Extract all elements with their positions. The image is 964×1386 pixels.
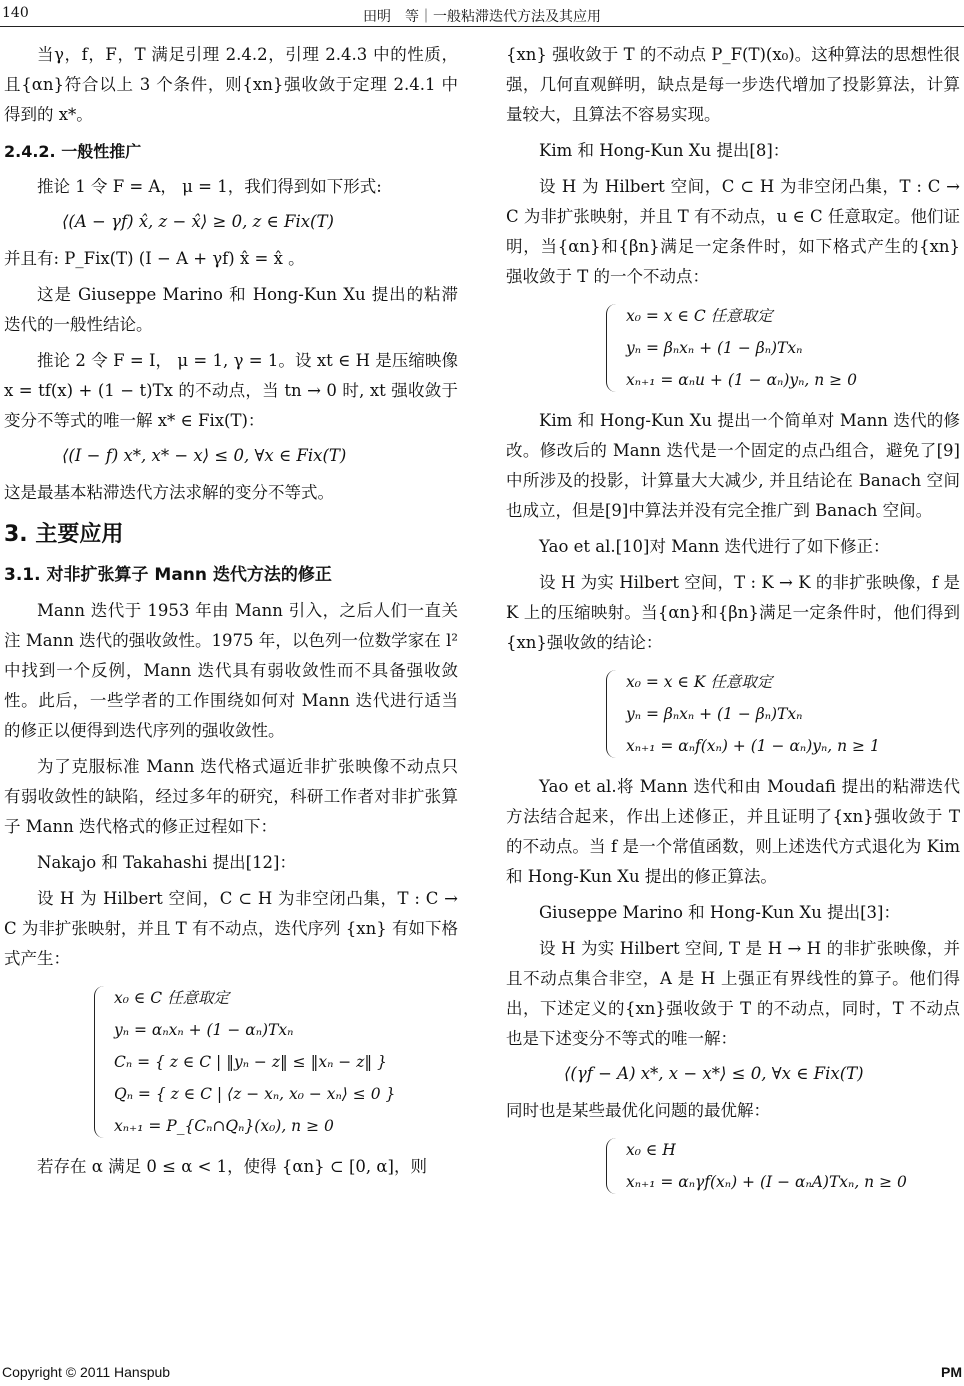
- paragraph-alpha-condition: 若存在 α 满足 0 ≤ α < 1，使得 {αn} ⊂ [0, α]，则: [37, 1157, 427, 1176]
- paragraph-marino-conclusion: 这是 Giuseppe Marino 和 Hong-Kun Xu 提出的粘滞迭代的一般性结论。: [4, 285, 458, 334]
- equation-system-kim: [602, 300, 960, 396]
- paragraph-kim-definition: 设 H 为 Hilbert 空间，C ⊂ H 为非空闭凸集，T : C → C 为非扩张映射，并且 T 有不动点，u ∈ C 任意取定。他们证明，当{αn}和{βn}满足一定条件时，如下格式产生的{xn}强收敛于 T 的一个不动点：: [506, 177, 960, 286]
- running-title: 田明 等｜一般粘滞迭代方法及其应用: [363, 9, 601, 25]
- paragraph-kim-modification: Kim 和 Hong-Kun Xu 提出一个简单对 Mann 迭代的修改。修改后的 Mann 迭代是一个固定的点凸组合，避免了[9]中所涉及的投影，计算量大大减少, 并且结论在 Banach 空间也成立，但是[9]中算法并没有完全推广到 Banach 空间。: [506, 411, 960, 520]
- page-footer: [0, 1364, 964, 1384]
- paragraph-marino-definition: 设 H 为实 Hilbert 空间, T 是 H → H 的非扩张映像，并且不动点集合非空，A 是 H 上强正有界线性的算子。他们得出，下述定义的{xn}强收敛于 T 的不动点，同时，T 不动点也是下述变分不等式的唯一解：: [506, 939, 960, 1048]
- equation-variational-inequality: ⟨(γf − A) x*, x − x*⟩ ≤ 0, ∀x ∈ Fix(T): [564, 1064, 864, 1083]
- system-row: Qₙ = { z ∈ C | ⟨z − xₙ, x₀ − xₙ⟩ ≤ 0 }: [114, 1085, 396, 1103]
- paragraph-basic-inequality: 这是最基本粘滞迭代方法求解的变分不等式。: [4, 483, 334, 502]
- subsection-heading-2-4-2: 2.4.2. 一般性推广: [4, 142, 142, 161]
- system-row: Cₙ = { z ∈ C | ‖yₙ − z‖ ≤ ‖xₙ − z‖ }: [114, 1053, 387, 1071]
- left-brace: [606, 670, 617, 758]
- paragraph-yao-definition: 设 H 为实 Hilbert 空间，T : K → K 的非扩张映像，f 是 K 上的压缩映射。当{αn}和{βn}满足一定条件时，他们得到{xn}强收敛的结论：: [506, 573, 960, 652]
- paragraph-optimization: 同时也是某些最优化问题的最优解：: [506, 1101, 770, 1120]
- system-row: x₀ ∈ H: [626, 1141, 676, 1159]
- paragraph-yao-result: Yao et al.将 Mann 迭代和由 Moudafi 提出的粘滞迭代方法结合起来，作出上述修正，并且证明了{xn}强收敛于 T 的不动点。当 f 是一个常值函数，则上述迭代方式退化为 Kim 和 Hong-Kun Xu 提出的修正算法。: [506, 777, 960, 886]
- subsection-heading-3-1: 3.1. 对非扩张算子 Mann 迭代方法的修正: [4, 565, 332, 585]
- paragraph-nakajo-definition: 设 H 为 Hilbert 空间，C ⊂ H 为非空闭凸集，T : C → C 为非扩张映射，并且 T 有不动点，迭代序列 {xn} 有如下格式产生：: [4, 889, 458, 968]
- system-row: xₙ₊₁ = P_{Cₙ∩Qₙ}(x₀), n ≥ 0: [114, 1117, 334, 1135]
- paragraph-theorem-conclusion: 当γ，f，F，T 满足引理 2.4.2，引理 2.4.3 中的性质，且{αn}符合以上 3 个条件，则{xn}强收敛于定理 2.4.1 中得到的 x*。: [4, 45, 458, 124]
- paragraph-marino: Giuseppe Marino 和 Hong-Kun Xu 提出[3]：: [539, 903, 900, 922]
- system-row: xₙ₊₁ = αₙf(xₙ) + (1 − αₙ)yₙ, n ≥ 1: [626, 737, 880, 755]
- left-brace: [94, 986, 105, 1138]
- right-column: [506, 40, 960, 1208]
- section-heading-3: 3. 主要应用: [4, 522, 124, 547]
- system-row: x₀ = x ∈ C 任意取定: [626, 307, 773, 325]
- paragraph-mann-modification: 为了克服标准 Mann 迭代格式逼近非扩张映像不动点只有弱收敛性的缺陷，经过多年的研究，科研工作者对非扩张算子 Mann 迭代格式的修正过程如下：: [4, 757, 458, 836]
- corollary-1-text: 推论 1 令 F = A， μ = 1，我们得到如下形式:: [37, 177, 382, 196]
- left-brace: [606, 1138, 617, 1194]
- system-row: yₙ = βₙxₙ + (1 − βₙ)Txₙ: [626, 339, 803, 357]
- paragraph-yao: Yao et al.[10]对 Mann 迭代进行了如下修正：: [539, 537, 890, 556]
- paragraph-mann-history: Mann 迭代于 1953 年由 Mann 引入，之后人们一直关注 Mann 迭代的强收敛性。1975 年，以色列一位数学家在 l² 中找到一个反例，Mann 迭代具有弱收敛性而不具备强收敛性。此后，一些学者的工作围绕如何对 Mann 迭代进行适当的修正以便得到迭代序列的强收敛性。: [4, 601, 458, 740]
- equation-system-yao: [602, 666, 960, 762]
- equation-corollary-2: ⟨(I − f) x*, x* − x⟩ ≤ 0, ∀x ∈ Fix(T): [62, 446, 347, 465]
- equation-system-nakajo: [90, 982, 458, 1142]
- left-column: [4, 40, 458, 1188]
- equation-corollary-1: ⟨(A − γf) x̂, z − x̂⟩ ≥ 0, z ∈ Fix(T): [62, 212, 334, 231]
- system-row: x₀ = x ∈ K 任意取定: [626, 673, 773, 691]
- page-header: [0, 0, 964, 30]
- projection-equation-text: 并且有: P_Fix(T) (I − A + γf) x̂ = x̂ 。: [4, 249, 305, 268]
- system-row: x₀ ∈ C 任意取定: [114, 989, 230, 1007]
- paragraph-convergence-continued: {xn} 强收敛于 T 的不动点 P_F(T)(x₀)。这种算法的思想性很强，几何直观鲜明，缺点是每一步迭代增加了投影算法，计算量较大，且算法不容易实现。: [506, 45, 960, 124]
- system-row: xₙ₊₁ = αₙu + (1 − αₙ)yₙ, n ≥ 0: [626, 371, 857, 389]
- journal-abbreviation: PM: [941, 1364, 962, 1380]
- equation-system-marino: [602, 1134, 960, 1198]
- paragraph-kim: Kim 和 Hong-Kun Xu 提出[8]：: [539, 141, 790, 160]
- left-brace: [606, 304, 617, 392]
- system-row: yₙ = βₙxₙ + (1 − βₙ)Txₙ: [626, 705, 803, 723]
- page-number: 140: [2, 5, 29, 21]
- system-row: yₙ = αₙxₙ + (1 − αₙ)Txₙ: [114, 1021, 294, 1039]
- corollary-2-text: 推论 2 令 F = I， μ = 1, γ = 1。设 xt ∈ H 是压缩映像 x = tf(x) + (1 − t)Tx 的不动点，当 tn → 0 时, xt 强收敛于变分不等式的唯一解 x* ∈ Fix(T)：: [4, 351, 458, 430]
- header-rule: [0, 26, 964, 27]
- copyright-notice: Copyright © 2011 Hanspub: [2, 1364, 171, 1380]
- system-row: xₙ₊₁ = αₙγf(xₙ) + (I − αₙA)Txₙ, n ≥ 0: [626, 1173, 907, 1191]
- paragraph-nakajo: Nakajo 和 Takahashi 提出[12]：: [37, 853, 296, 872]
